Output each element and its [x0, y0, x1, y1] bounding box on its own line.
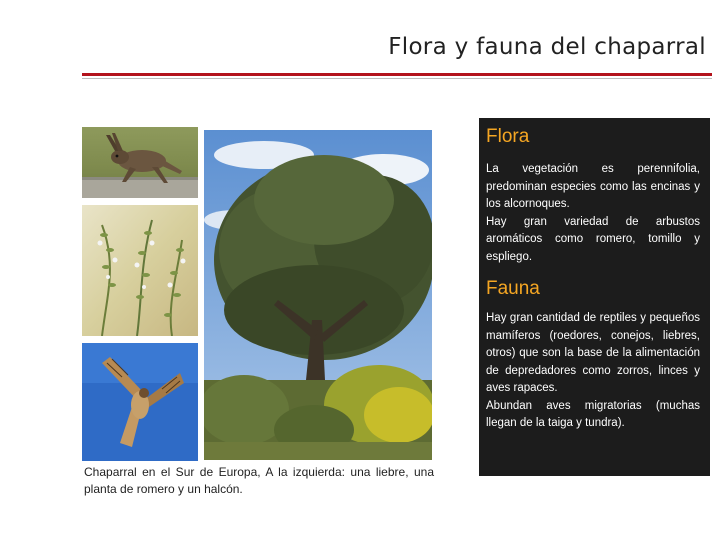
fauna-heading: Fauna	[486, 278, 540, 299]
info-panel	[479, 118, 710, 476]
holm-oak-tree-photo	[204, 130, 432, 460]
falcon-photo	[82, 343, 198, 461]
title-red-rule	[82, 73, 712, 76]
flora-paragraph-2: Hay gran variedad de arbustos aromáticos como romero, tomillo y espliego.	[486, 215, 700, 263]
hare-photo	[82, 127, 198, 198]
fauna-paragraph-1: Hay gran cantidad de reptiles y pequeños mamíferos (roedores, conejos, liebres, otros) que son la base de la alimentación de depredadores como zorros, linces y aves rapaces.	[486, 312, 700, 394]
slide-title: Flora y fauna del chaparral	[388, 34, 706, 60]
title-grey-rule	[82, 78, 712, 79]
photo-caption: Chaparral en el Sur de Europa, A la izquierda: una liebre, una planta de romero y un halcón.	[84, 465, 434, 496]
flora-paragraph-1: La vegetación es perennifolia, predominan especies como las encinas y los alcornoques.	[486, 163, 700, 210]
rosemary-photo	[82, 205, 198, 336]
fauna-paragraph-2: Abundan aves migratorias (muchas llegan de la taiga y tundra).	[486, 399, 700, 429]
flora-heading: Flora	[486, 126, 530, 147]
